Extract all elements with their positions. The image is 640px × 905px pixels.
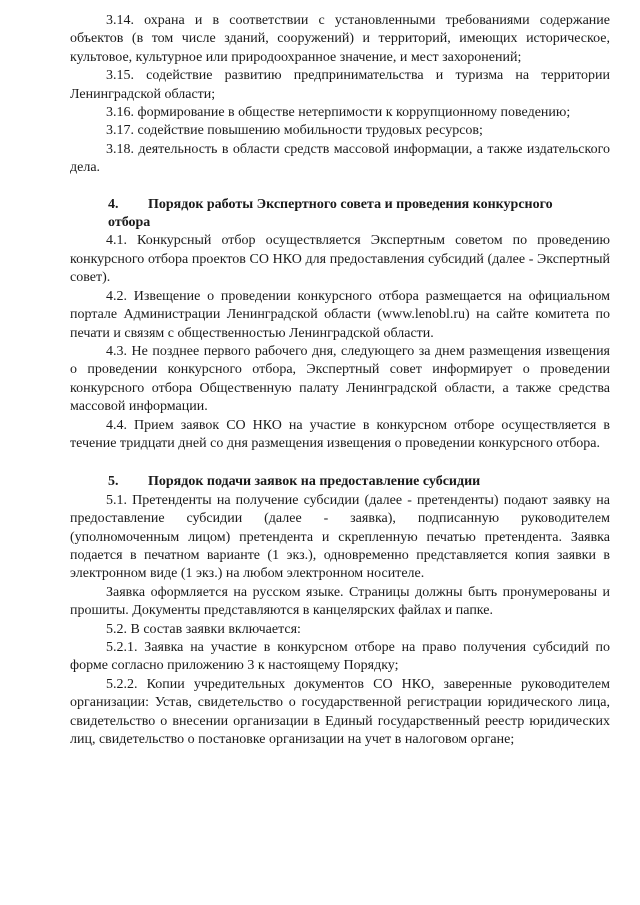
paragraph-5-2-2: 5.2.2. Копии учредительных документов СО НКО, заверенные руководителем организации: Устав, свидетельство о государственной регистрации юридического лица, свидетельство о внесении организации в Единый государственный реестр юридических лиц, свидетельство о постановке организации на учет в налоговом органе; <box>70 676 610 748</box>
section-4-title-line2: отбора <box>108 215 151 231</box>
paragraph-3-14: 3.14. охрана и в соответствии с установленными требованиями содержание объектов (в том числе зданий, сооружений) и территорий, имеющих историческое, культовое, культурное или природоохранное значение, и мест захоронений; <box>70 13 610 65</box>
section-5-number: 5. <box>108 474 119 490</box>
paragraph-3-18: 3.18. деятельность в области средств массовой информации, а также издательского дела. <box>70 141 610 176</box>
paragraph-5-1-format: Заявка оформляется на русском языке. Страницы должны быть пронумерованы и прошиты. Документы представляются в канцелярских файлах и папке. <box>70 584 610 619</box>
paragraph-5-2: 5.2. В состав заявки включается: <box>106 621 301 637</box>
section-4-title-line1: Порядок работы Экспертного совета и проведения конкурсного <box>148 196 553 212</box>
paragraph-5-1: 5.1. Претенденты на получение субсидии (далее - претенденты) подают заявку на предоставление субсидии (далее - заявка), подписанную руководителем (уполномоченным лицом) претендента и скрепленную печатью претендента. Заявка подается в печатном варианте (1 экз.), одновременно представляется копия заявки в электронном виде (1 экз.) на любом электронном носителе. <box>70 492 610 582</box>
section-4-heading <box>70 196 610 233</box>
section-4-number: 4. <box>108 196 119 212</box>
paragraph-5-2-1: 5.2.1. Заявка на участие в конкурсном отборе на право получения субсидий по форме согласно приложению 3 к настоящему Порядку; <box>70 640 610 674</box>
document-page <box>70 12 610 749</box>
paragraph-3-16: 3.16. формирование в обществе нетерпимости к коррупционному поведению; <box>106 105 571 121</box>
paragraph-3-15: 3.15. содействие развитию предпринимательства и туризма на территории Ленинградской области; <box>70 68 610 102</box>
section-5-heading <box>70 473 610 491</box>
paragraph-4-1: 4.1. Конкурсный отбор осуществляется Экспертным советом по проведению конкурсного отбора проектов СО НКО для предоставления субсидий (далее - Экспертный совет). <box>70 233 610 286</box>
paragraph-4-2: 4.2. Извещение о проведении конкурсного отбора размещается на официальном портале Администрации Ленинградской области (www.lenobl.ru) на сайте комитета по печати и связям с общественностью Ленинградской области. <box>70 288 610 341</box>
paragraph-3-17: 3.17. содействие повышению мобильности трудовых ресурсов; <box>106 123 483 139</box>
section-5-title: Порядок подачи заявок на предоставление субсидии <box>148 474 481 490</box>
paragraph-4-4: 4.4. Прием заявок СО НКО на участие в конкурсном отборе осуществляется в течение тридцати дней со дня размещения извещения о проведении конкурсного отбора. <box>70 417 610 451</box>
paragraph-4-3: 4.3. Не позднее первого рабочего дня, следующего за днем размещения извещения о проведении конкурсного отбора, Экспертный совет информирует о проведении конкурсного отбора Общественную палату Ленинградской области, а также средства массовой информации. <box>70 343 610 415</box>
